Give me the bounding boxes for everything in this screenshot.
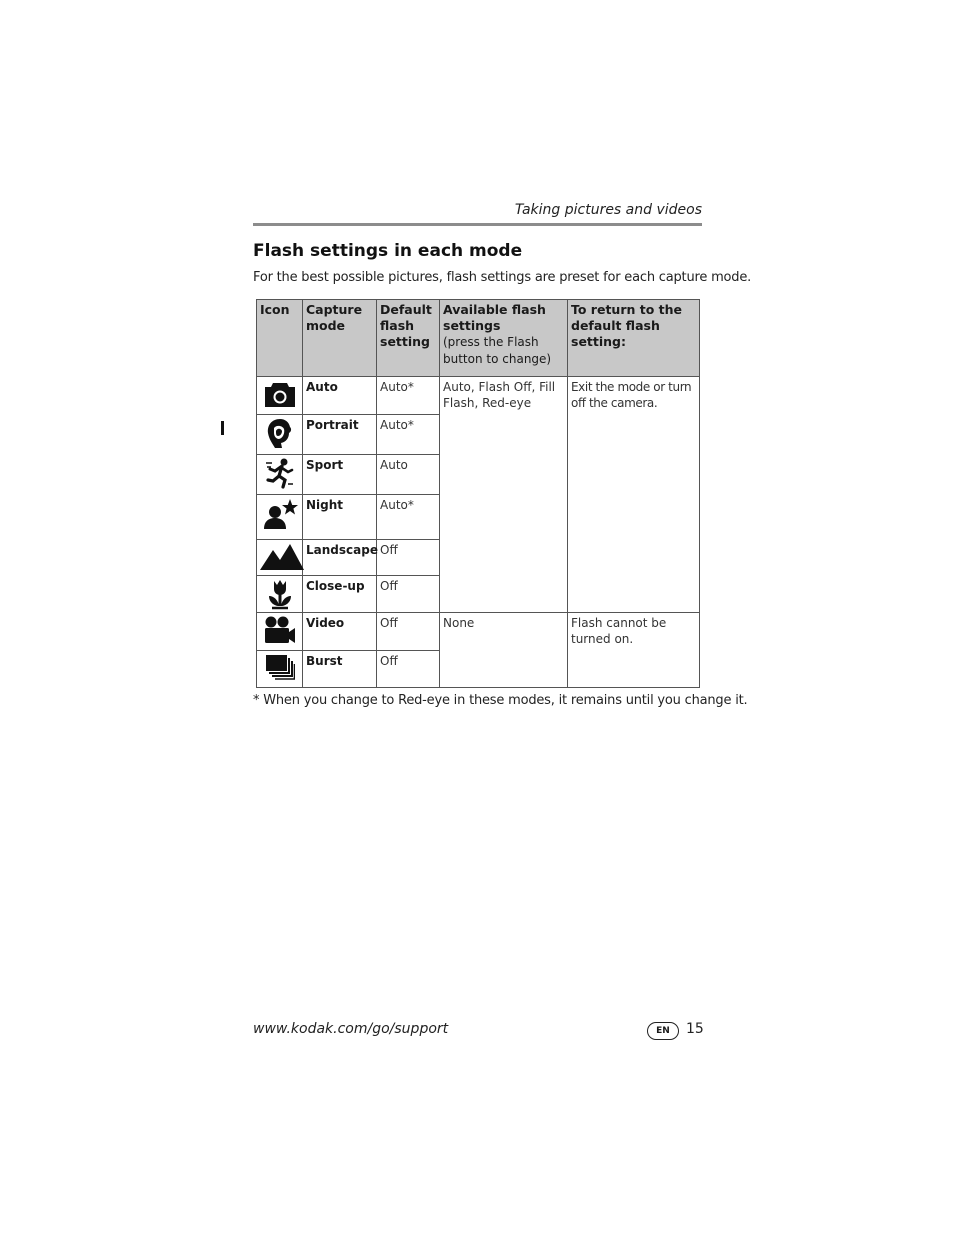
default-flash-value: Auto* <box>377 377 440 415</box>
mode-label: Burst <box>303 651 377 688</box>
header-rule <box>253 223 702 226</box>
default-flash-value: Off <box>377 540 440 576</box>
mode-label: Close-up <box>303 576 377 613</box>
default-flash-value: Auto* <box>377 415 440 455</box>
default-flash-value: Off <box>377 651 440 688</box>
portrait-icon <box>257 415 303 455</box>
available-flash-group2: None <box>440 613 568 688</box>
header-available-sub: (press the Flash button to change) <box>443 335 552 366</box>
intro-text: For the best possible pictures, flash settings are preset for each capture mode. <box>253 270 752 285</box>
return-instructions-group1: Exit the mode or turn off the camera. <box>568 377 700 613</box>
burst-icon <box>257 651 303 688</box>
header-available-label: Available flash settings <box>443 302 546 333</box>
mode-label: Sport <box>303 455 377 495</box>
default-flash-value: Off <box>377 576 440 613</box>
night-icon <box>257 495 303 540</box>
available-flash-group1: Auto, Flash Off, Fill Flash, Red-eye <box>440 377 568 613</box>
sport-icon <box>257 455 303 495</box>
return-instructions-group2: Flash cannot be turned on. <box>568 613 700 688</box>
default-flash-value: Off <box>377 613 440 651</box>
table-header-row <box>257 300 700 377</box>
mode-label: Portrait <box>303 415 377 455</box>
default-flash-value: Auto <box>377 455 440 495</box>
mode-label: Video <box>303 613 377 651</box>
page-number: 15 <box>686 1021 704 1037</box>
mode-label: Night <box>303 495 377 540</box>
close-up-icon <box>257 576 303 613</box>
camera-icon <box>257 377 303 415</box>
landscape-icon <box>257 540 303 576</box>
footnote: * When you change to Red-eye in these modes, it remains until you change it. <box>253 693 748 708</box>
video-icon <box>257 613 303 651</box>
header-return: To return to the default flash setting: <box>568 300 700 377</box>
footer-url[interactable]: www.kodak.com/go/support <box>253 1021 449 1037</box>
section-title: Flash settings in each mode <box>253 241 523 261</box>
header-capture-mode: Capture mode <box>303 300 377 377</box>
header-icon: Icon <box>257 300 303 377</box>
header-available <box>440 300 568 377</box>
language-badge: EN <box>647 1022 679 1040</box>
mode-label: Landscape <box>303 540 377 576</box>
table-row <box>257 613 700 651</box>
change-bar <box>221 421 224 435</box>
running-head: Taking pictures and videos <box>514 202 702 218</box>
table-row <box>257 377 700 415</box>
flash-settings-table <box>256 299 700 688</box>
mode-label: Auto <box>303 377 377 415</box>
default-flash-value: Auto* <box>377 495 440 540</box>
header-default-flash: Default flash setting <box>377 300 440 377</box>
